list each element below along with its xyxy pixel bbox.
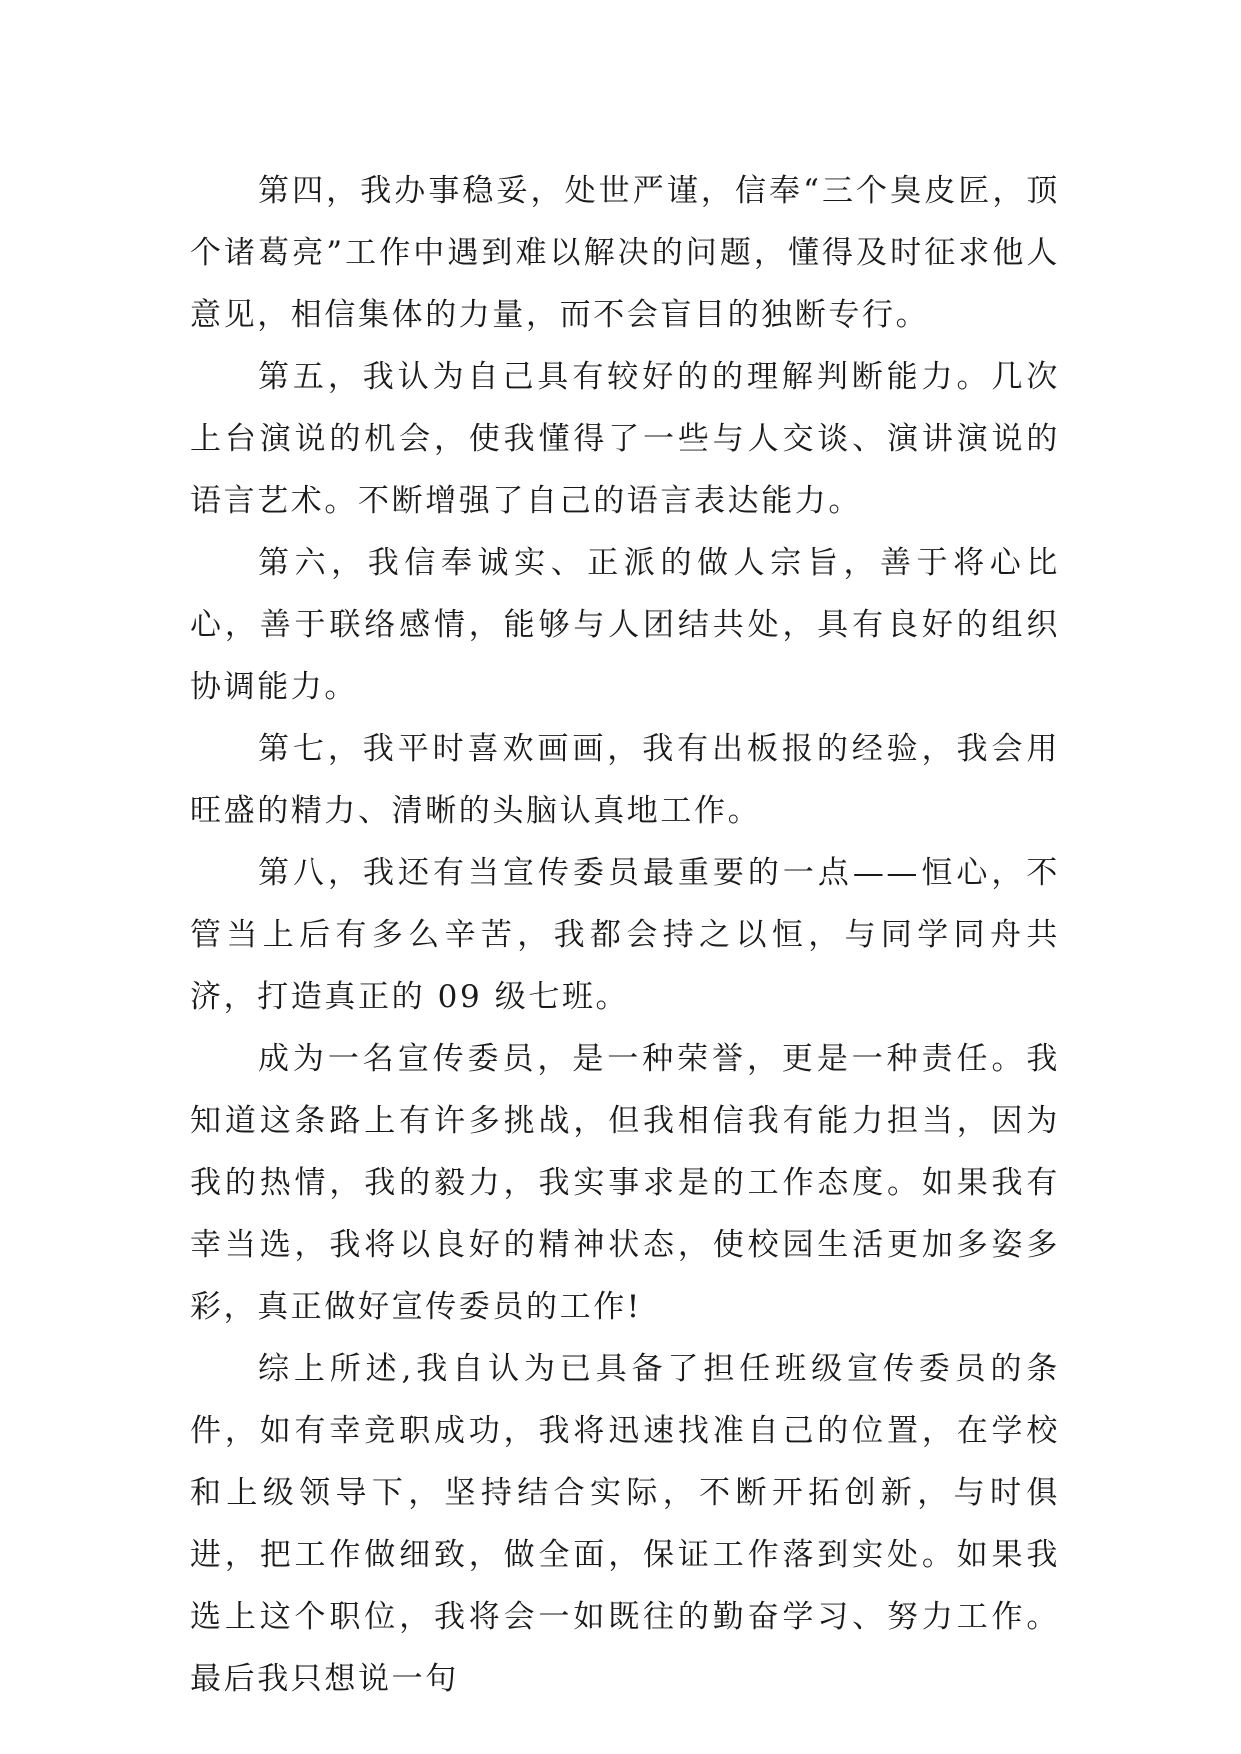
- paragraph-point-six: 第六，我信奉诚实、正派的做人宗旨，善于将心比心，善于联络感情，能够与人团结共处，具有良好的组织协调能力。: [190, 545, 1060, 705]
- paragraph-point-eight: 第八，我还有当宣传委员最重要的一点——恒心，不管当上后有多么辛苦，我都会持之以恒，与同学同舟共济，打造真正的 09 级七班。: [190, 855, 1060, 1015]
- paragraph-summary: 综上所述,我自认为已具备了担任班级宣传委员的条件，如有幸竞职成功，我将迅速找准自己的位置，在学校和上级领导下，坚持结合实际，不断开拓创新，与时俱进，把工作做细致，做全面，保证工作落到实处。如果我选上这个职位，我将会一如既往的勤奋学习、努力工作。最后我只想说一句: [190, 1351, 1060, 1697]
- document-body: [190, 160, 1060, 1710]
- paragraph-responsibility: 成为一名宣传委员，是一种荣誉，更是一种责任。我知道这条路上有许多挑战，但我相信我有能力担当，因为我的热情，我的毅力，我实事求是的工作态度。如果我有幸当选，我将以良好的精神状态，使校园生活更加多姿多彩，真正做好宣传委员的工作!: [190, 1041, 1060, 1325]
- paragraph-point-four: 第四，我办事稳妥，处世严谨，信奉“三个臭皮匠，顶个诸葛亮”工作中遇到难以解决的问题，懂得及时征求他人意见，相信集体的力量，而不会盲目的独断专行。: [190, 173, 1060, 333]
- paragraph-point-five: 第五，我认为自己具有较好的的理解判断能力。几次上台演说的机会，使我懂得了一些与人交谈、演讲演说的语言艺术。不断增强了自己的语言表达能力。: [190, 359, 1060, 519]
- paragraph-point-seven: 第七，我平时喜欢画画，我有出板报的经验，我会用旺盛的精力、清晰的头脑认真地工作。: [190, 731, 1060, 829]
